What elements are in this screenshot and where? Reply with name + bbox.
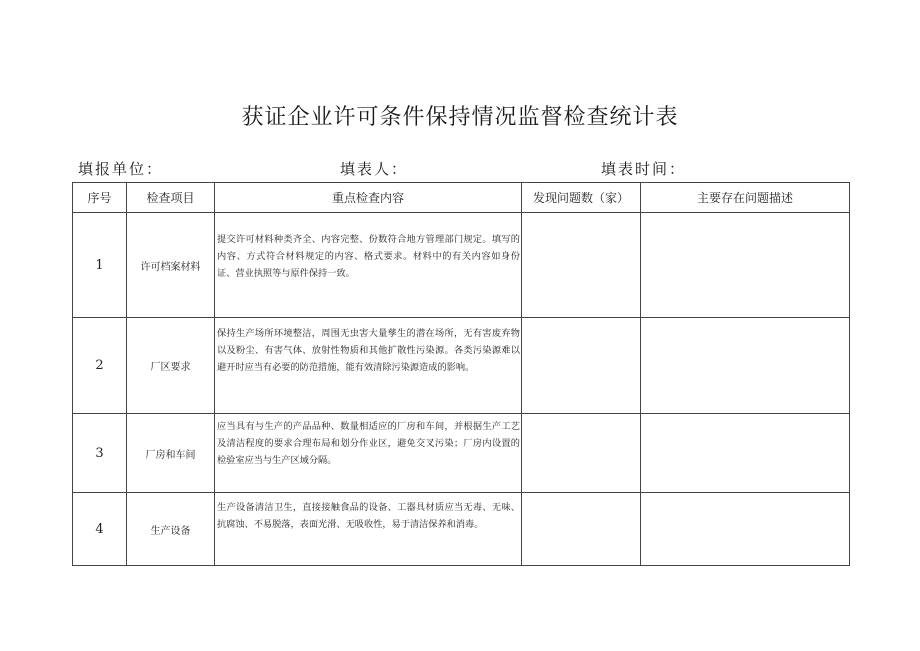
header-issue-desc: 主要存在问题描述 — [641, 183, 850, 213]
row-content: 提交许可材料种类齐全、内容完整、份数符合地方管理部门规定。填写的内容、方式符合材料规定的内容、格式要求。材料中的有关内容如身份证、营业执照等与原件保持一致。 — [215, 213, 522, 318]
row-issue-desc-cell[interactable] — [641, 213, 850, 318]
row-serial: 2 — [73, 318, 127, 414]
row-serial: 1 — [73, 213, 127, 318]
header-issue-count: 发现问题数（家） — [522, 183, 641, 213]
row-serial: 3 — [73, 414, 127, 493]
row-item: 厂房和车间 — [127, 414, 215, 493]
reporting-unit-label: 填报单位： — [78, 160, 164, 178]
row-item: 许可档案材料 — [127, 213, 215, 318]
filler-label: 填表人： — [340, 160, 409, 178]
row-issue-count-cell[interactable] — [522, 318, 641, 414]
row-issue-desc-cell[interactable] — [641, 493, 850, 566]
table-row — [73, 318, 850, 414]
inspection-table — [72, 182, 850, 566]
header-content: 重点检查内容 — [215, 183, 522, 213]
row-content: 应当具有与生产的产品品种、数量相适应的厂房和车间，并根据生产工艺及清洁程度的要求合理布局和划分作业区，避免交叉污染；厂房内设置的检验室应当与生产区域分隔。 — [215, 414, 522, 493]
row-issue-desc-cell[interactable] — [641, 414, 850, 493]
page-title: 获证企业许可条件保持情况监督检查统计表 — [241, 105, 679, 130]
table-row — [73, 414, 850, 493]
table-header-row — [73, 183, 850, 213]
row-content: 生产设备清洁卫生，直接接触食品的设备、工器具材质应当无毒、无味、抗腐蚀、不易脱落，表面光滑、无吸收性，易于清洁保养和消毒。 — [215, 493, 522, 566]
table-row — [73, 213, 850, 318]
row-issue-desc-cell[interactable] — [641, 318, 850, 414]
row-content: 保持生产场所环境整洁，周围无虫害大量孳生的潜在场所，无有害废弃物以及粉尘、有害气体、放射性物质和其他扩散性污染源。各类污染源难以避开时应当有必要的防范措施，能有效清除污染源造成的影响。 — [215, 318, 522, 414]
header-serial: 序号 — [73, 183, 127, 213]
row-serial: 4 — [73, 493, 127, 566]
row-issue-count-cell[interactable] — [522, 213, 641, 318]
header-item: 检查项目 — [127, 183, 215, 213]
row-item: 生产设备 — [127, 493, 215, 566]
row-issue-count-cell[interactable] — [522, 414, 641, 493]
fill-time-label: 填表时间： — [601, 160, 687, 178]
row-item: 厂区要求 — [127, 318, 215, 414]
table-row — [73, 493, 850, 566]
row-issue-count-cell[interactable] — [522, 493, 641, 566]
